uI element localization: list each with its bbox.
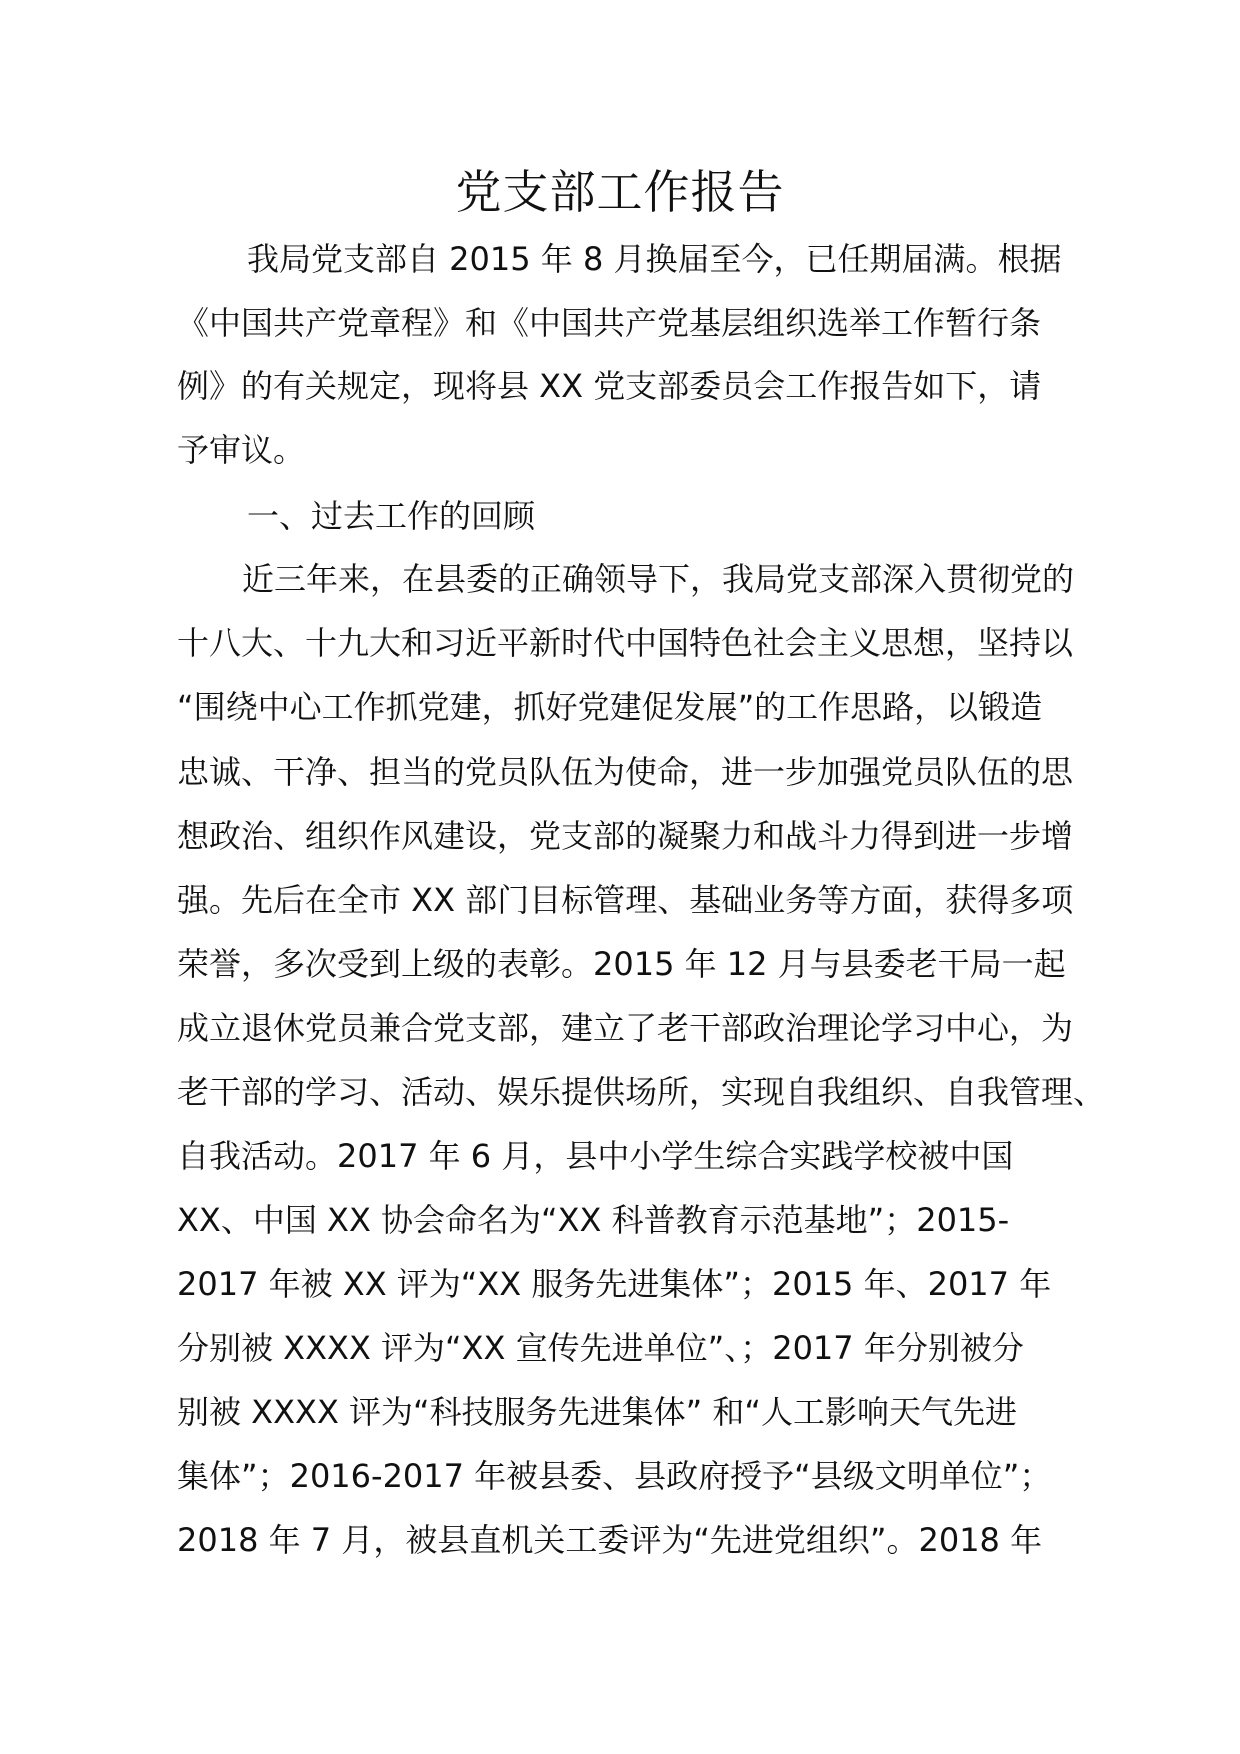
document-title: 党支部工作报告 [455, 165, 785, 219]
body-line: 2017 年被 XX 评为“XX 服务先进集体”；2015 年、2017 年 [177, 1265, 1052, 1303]
section-heading: 一、过去工作的回顾 [247, 497, 536, 535]
body-line: 2018 年 7 月，被县直机关工委评为“先进党组织”。2018 年 [177, 1521, 1043, 1559]
intro-line: 予审议。 [177, 431, 306, 469]
body-line: 老干部的学习、活动、娱乐提供场所，实现自我组织、自我管理、 [177, 1073, 1106, 1111]
body-line: XX、中国 XX 协会命名为“XX 科普教育示范基地”；2015- [177, 1201, 1010, 1239]
intro-line: 例》的有关规定，现将县 XX 党支部委员会工作报告如下，请 [177, 367, 1042, 405]
body-line: 自我活动。2017 年 6 月，县中小学生综合实践学校被中国 [177, 1137, 1014, 1175]
body-line: 近三年来，在县委的正确领导下，我局党支部深入贯彻党的 [242, 560, 1075, 598]
intro-line: 我局党支部自 2015 年 8 月换届至今，已任期届满。根据 [247, 240, 1062, 278]
body-line: 荣誉，多次受到上级的表彰。2015 年 12 月与县委老干局一起 [177, 945, 1066, 983]
body-line: 集体”；2016-2017 年被县委、县政府授予“县级文明单位”； [177, 1457, 1052, 1495]
body-line: 强。先后在全市 XX 部门目标管理、基础业务等方面，获得多项 [177, 881, 1074, 919]
body-line: 分别被 XXXX 评为“XX 宣传先进单位”、；2017 年分别被分 [177, 1329, 1024, 1367]
intro-line: 《中国共产党章程》和《中国共产党基层组织选举工作暂行条 [177, 304, 1042, 342]
body-line: 想政治、组织作风建设，党支部的凝聚力和战斗力得到进一步增 [177, 817, 1074, 855]
body-line: 别被 XXXX 评为“科技服务先进集体” 和“人工影响天气先进 [177, 1393, 1017, 1431]
body-line: 十八大、十九大和习近平新时代中国特色社会主义思想，坚持以 [177, 624, 1074, 662]
body-line: 成立退休党员兼合党支部，建立了老干部政治理论学习中心，为 [177, 1009, 1074, 1047]
body-line: 忠诚、干净、担当的党员队伍为使命，进一步加强党员队伍的思 [177, 753, 1074, 791]
body-line: “围绕中心工作抓党建，抓好党建促发展”的工作思路，以锻造 [177, 688, 1043, 726]
